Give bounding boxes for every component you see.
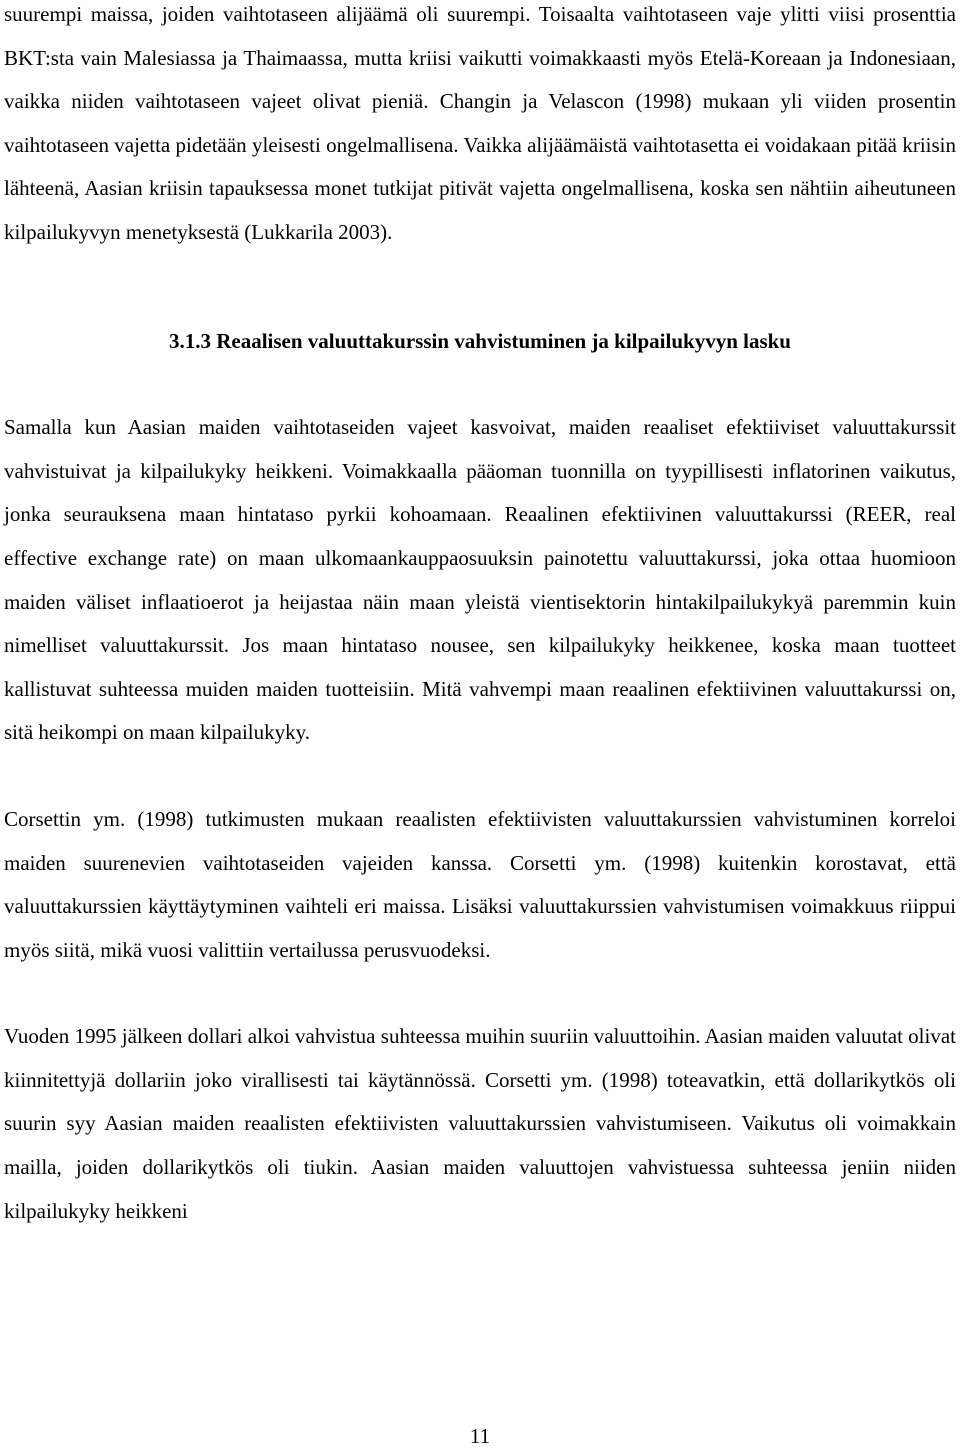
- body-paragraph-3: Corsettin ym. (1998) tutkimusten mukaan reaalisten efektiivisten valuuttakurssien vahvistuminen korreloi maiden suurenevien vaihtotaseiden vajeiden kanssa. Corsetti ym. (1998) kuitenkin korostavat, että valuuttakurssien käyttäytyminen vaihteli eri maissa. Lisäksi valuuttakurssien vahvistumisen voimakkuus riippui myös siitä, mikä vuosi valittiin vertailussa perusvuodeksi.: [4, 806, 956, 962]
- body-paragraph-2: Samalla kun Aasian maiden vaihtotaseiden vajeet kasvoivat, maiden reaaliset efektiiviset valuuttakurssit vahvistuivat ja kilpailukyky heikkeni. Voimakkaalla pääoman tuonnilla on tyypillisesti inflatorinen vaikutus, jonka seurauksena maan hintataso pyrkii kohoamaan. Reaalinen efektiivinen valuuttakurssi (REER, real effective exchange rate) on maan ulkomaankauppaosuuksin painotettu valuuttakurssi, joka ottaa huomioon maiden väliset inflaatioerot ja heijastaa näin maan yleistä vientisektorin hintakilpailukykyä paremmin kuin nimelliset valuuttakurssit. Jos maan hintataso nousee, sen kilpailukyky heikkenee, koska maan tuotteet kallistuvat suhteessa muiden maiden tuotteisiin. Mitä vahvempi maan reaalinen efektiivinen valuuttakurssi on, sitä heikompi on maan kilpailukyky.: [4, 415, 956, 745]
- document-page: [4, 0, 956, 1233]
- page-number: 11: [469, 1424, 491, 1448]
- body-paragraph-4: Vuoden 1995 jälkeen dollari alkoi vahvistua suhteessa muihin suuriin valuuttoihin. Aasian maiden valuutat olivat kiinnitettyjä dollariin joko virallisesti tai käytännössä. Corsetti ym. (1998) toteavatkin, että dollarikytkös oli suurin syy Aasian maiden reaalisten efektiivisten valuuttakurssien vahvistumiseen. Vaikutus oli voimakkain mailla, joiden dollarikytkös oli tiukin. Aasian maiden valuuttojen vahvistuessa suhteessa jeniin niiden kilpailukyky heikkeni: [4, 1024, 956, 1223]
- section-heading: 3.1.3 Reaalisen valuuttakurssin vahvistuminen ja kilpailukyvyn lasku: [168, 328, 791, 353]
- body-paragraph-1: suurempi maissa, joiden vaihtotaseen alijäämä oli suurempi. Toisaalta vaihtotaseen vaje ylitti viisi prosenttia BKT:sta vain Malesiassa ja Thaimaassa, mutta kriisi vaikutti voimakkaasti myös Etelä-Koreaan ja Indonesiaan, vaikka niiden vaihtotaseen vajeet olivat pieniä. Changin ja Velascon (1998) mukaan yli viiden prosentin vaihtotaseen vajetta pidetään yleisesti ongelmallisena. Vaikka alijäämäistä vaihtotasetta ei voidakaan pitää kriisin lähteenä, Aasian kriisin tapauksessa monet tutkijat pitivät vajetta ongelmallisena, koska sen nähtiin aiheutuneen kilpailukyvyn menetyksestä (Lukkarila 2003).: [4, 2, 956, 244]
